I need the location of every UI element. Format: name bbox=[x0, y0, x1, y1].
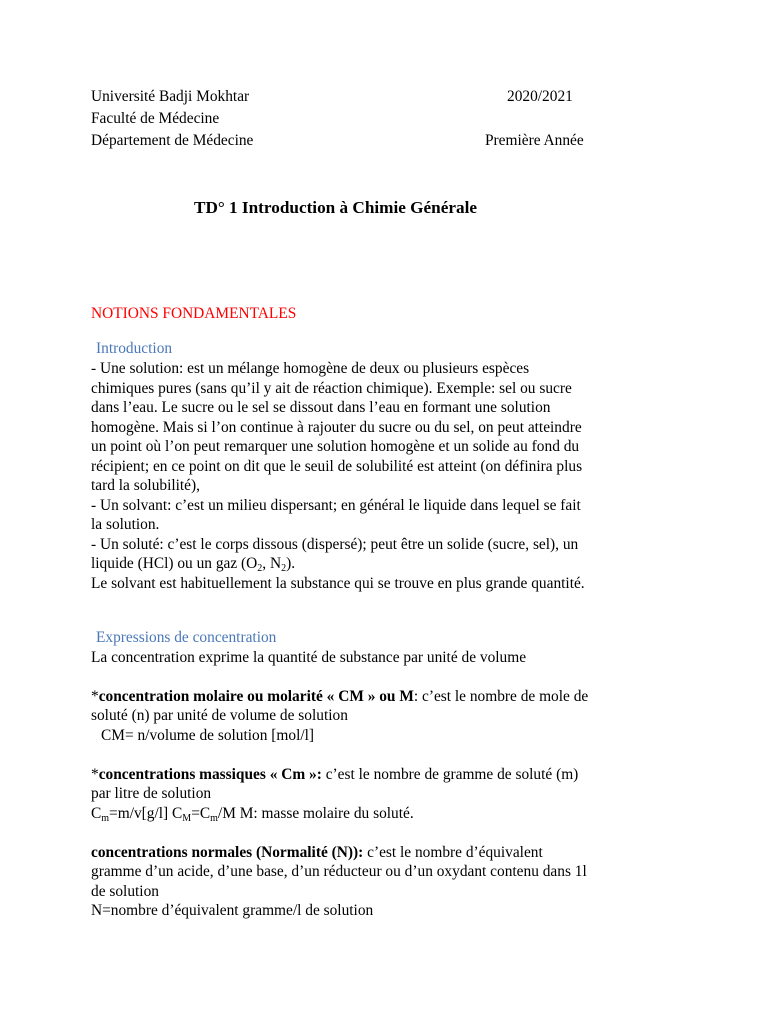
mass-concentration-line: *concentrations massiques « Cm »: c’est le nombre de gramme de soluté (m) bbox=[91, 765, 579, 783]
intro-line: tard la solubilité), bbox=[91, 477, 200, 494]
department-name: Département de Médecine bbox=[91, 132, 254, 149]
mass-formula: $C_m=m/v[g/l]$ $C_M=C_m/M$ M: masse molaire du soluté. bbox=[91, 804, 414, 824]
intro-line: - Un soluté: c’est le corps dissous (dispersé); peut être un solide (sucre, sel), un bbox=[91, 535, 579, 553]
concentration-definition: La concentration exprime la quantité de substance par unité de volume bbox=[91, 648, 527, 666]
intro-line: - Une solution: est un mélange homogène de deux ou plusieurs espèces bbox=[91, 360, 530, 377]
concentration-heading: Expressions de concentration bbox=[96, 629, 277, 646]
intro-line: chimiques pures (sans qu’il y ait de réaction chimique). Exemple: sel ou sucre bbox=[91, 379, 572, 397]
intro-line: un point où l’on peut remarquer une solution homogène et un solide au fond du bbox=[91, 438, 580, 455]
normal-formula: N=nombre d’équivalent gramme/l de solution bbox=[91, 902, 374, 919]
molar-formula: CM= n/volume de solution [mol/l] bbox=[101, 726, 315, 744]
normal-concentration-line: concentrations normales (Normalité (N)): c’est le nombre d’équivalent bbox=[91, 843, 543, 861]
faculty-name: Faculté de Médecine bbox=[91, 110, 220, 127]
intro-line: - Un solvant: c’est un milieu dispersant; en général le liquide dans lequel se fait bbox=[91, 496, 581, 514]
intro-line: Le solvant est habituellement la substance qui se trouve en plus grande quantité. bbox=[91, 574, 585, 592]
normal-concentration-line2: gramme d’un acide, d’une base, d’un réducteur ou d’un oxydant contenu dans 1l bbox=[91, 863, 587, 880]
intro-line: récipient; en ce point on dit que le seuil de solubilité est atteint (on définira plus bbox=[91, 457, 583, 475]
section-heading-notions: NOTIONS FONDAMENTALES bbox=[91, 305, 297, 322]
academic-year: 2020/2021 bbox=[507, 88, 573, 105]
molar-concentration-line2: soluté (n) par unité de volume de solution bbox=[91, 707, 348, 724]
intro-gas-line: liquide (HCl) ou un gaz ($O_2$, $N_2$). bbox=[91, 555, 296, 574]
intro-line: homogène. Mais si l’on continue à rajouter du sucre ou du sel, on peut atteindre bbox=[91, 418, 582, 436]
mass-concentration-line2: par litre de solution bbox=[91, 785, 212, 802]
study-level: Première Année bbox=[485, 132, 584, 149]
intro-line: la solution. bbox=[91, 516, 160, 533]
normal-concentration-line3: de solution bbox=[91, 882, 159, 900]
document-title: TD° 1 Introduction à Chimie Générale bbox=[194, 198, 477, 217]
intro-line: dans l’eau. Le sucre ou le sel se dissout dans l’eau en formant une solution bbox=[91, 399, 551, 416]
molar-concentration-line: *concentration molaire ou molarité « CM » ou M: c’est le nombre de mole de bbox=[91, 687, 589, 705]
intro-heading: Introduction bbox=[96, 340, 173, 357]
university-name: Université Badji Mokhtar bbox=[91, 88, 250, 105]
